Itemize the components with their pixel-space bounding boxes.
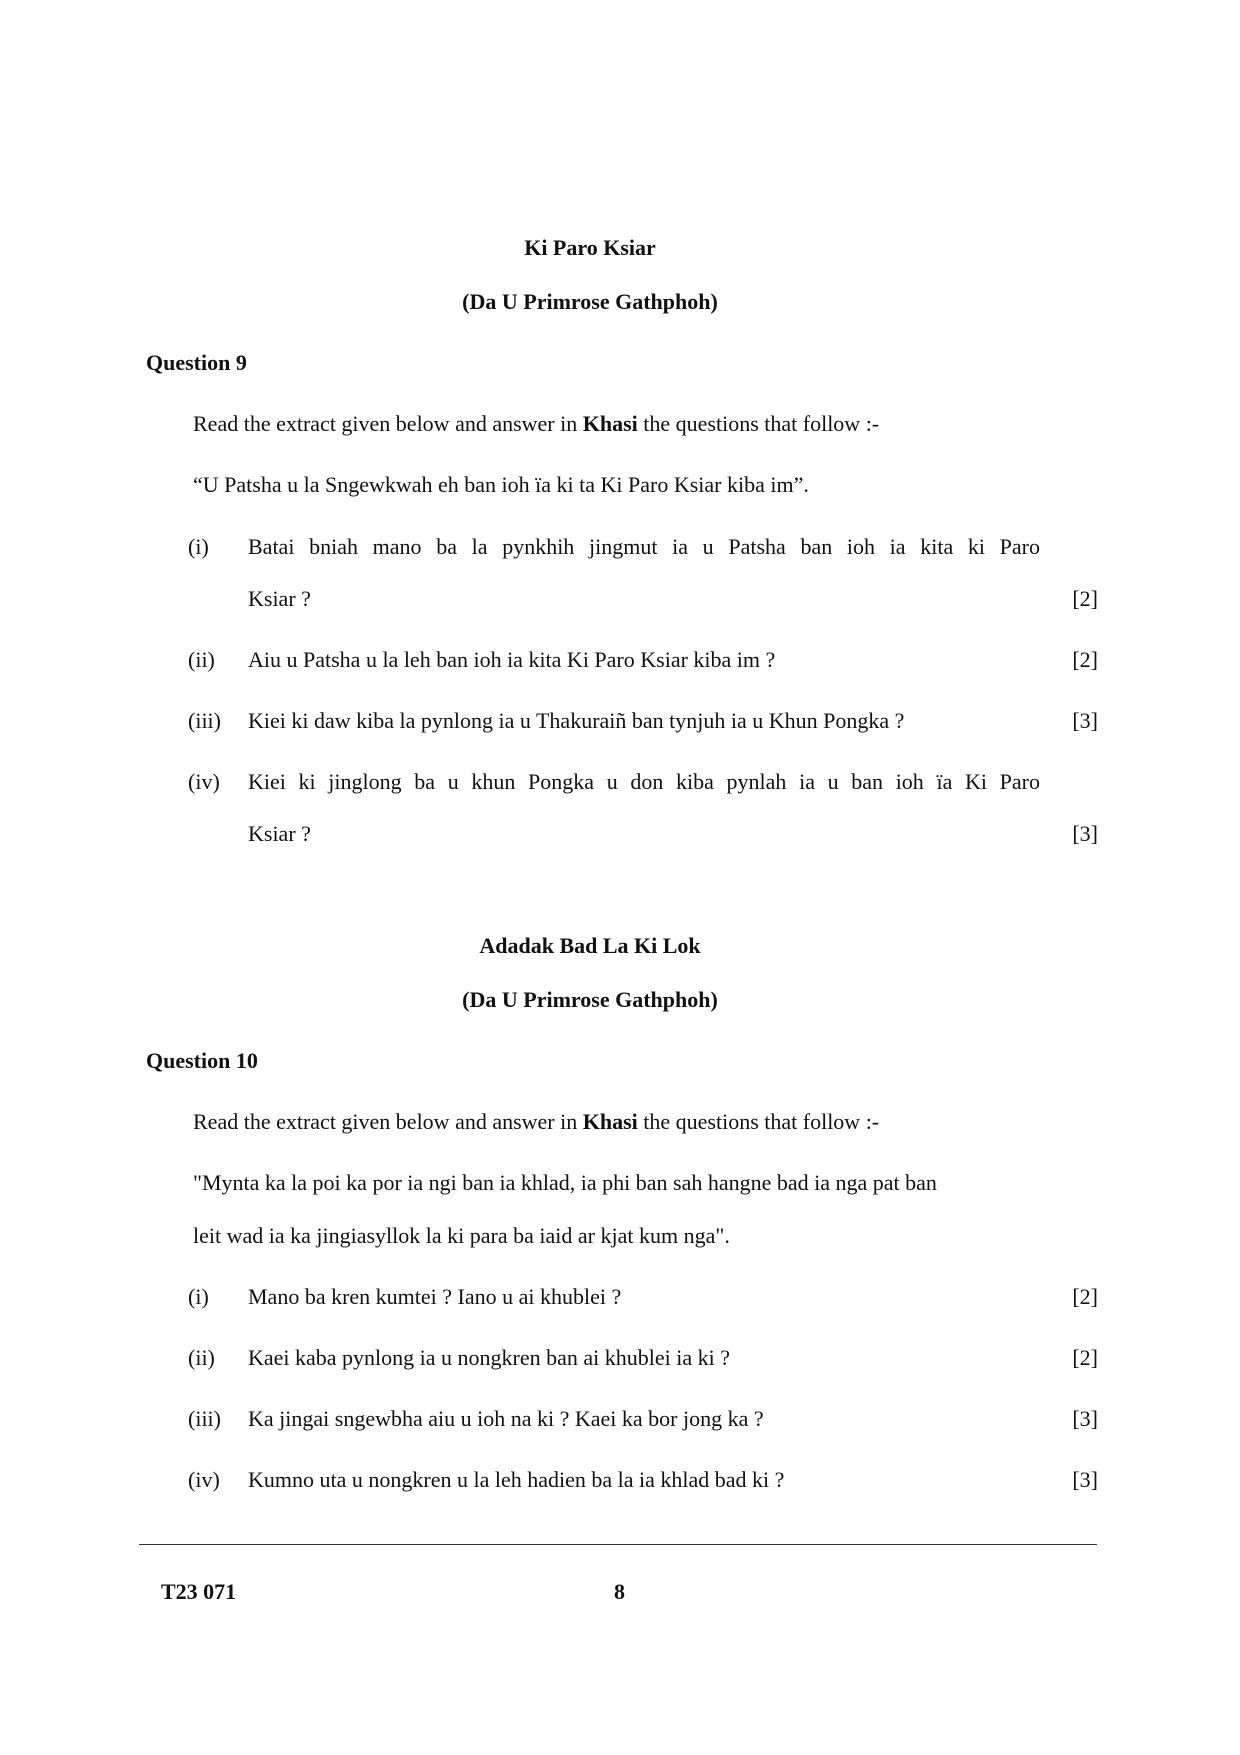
item-marks: [3]: [1072, 708, 1098, 733]
instruction: [193, 410, 879, 438]
instruction: [193, 1108, 879, 1136]
item-text: Batai bniah mano ba la pynkhih jingmut ia u Patsha ban ioh ia kita ki Paro: [248, 534, 1040, 559]
item-text-continued: Ksiar ?: [248, 821, 311, 846]
item-marks: [3]: [1072, 1406, 1098, 1431]
item-text: Mano ba kren kumtei ? Iano u ai khublei ?: [248, 1284, 622, 1309]
item-marks: [2]: [1072, 647, 1098, 672]
question-heading: Question 9: [146, 350, 247, 375]
instruction-text: the questions that follow :-: [637, 1109, 880, 1134]
instruction-text: Read the extract given below and answer in: [193, 1109, 583, 1134]
extract: "Mynta ka la poi ka por ia ngi ban ia khlad, ia phi ban sah hangne bad ia nga pat ban: [193, 1170, 937, 1195]
item-number: (ii): [188, 647, 215, 672]
item-marks: [2]: [1072, 1284, 1098, 1309]
item-number: (ii): [188, 1345, 215, 1370]
instruction-language: Khasi: [582, 1109, 638, 1134]
question-heading: Question 10: [146, 1048, 258, 1073]
section-title: Ki Paro Ksiar: [524, 235, 656, 260]
item-number: (iii): [188, 1406, 221, 1431]
extract-continued: leit wad ia ka jingiasyllok la ki para ba iaid ar kjat kum nga".: [193, 1223, 730, 1248]
item-number: (iv): [188, 1467, 220, 1492]
item-text: Kaei kaba pynlong ia u nongkren ban ai khublei ia ki ?: [248, 1345, 731, 1370]
item-text: Kiei ki jinglong ba u khun Pongka u don kiba pynlah ia u ban ioh ïa Ki Paro: [248, 769, 1040, 794]
item-text: Kiei ki daw kiba la pynlong ia u Thakuraiñ ban tynjuh ia u Khun Pongka ?: [248, 708, 905, 733]
item-marks: [3]: [1072, 1467, 1098, 1492]
item-text: Kumno uta u nongkren u la leh hadien ba la ia khlad bad ki ?: [248, 1467, 785, 1492]
item-number: (iii): [188, 708, 221, 733]
item-number: (iv): [188, 769, 220, 794]
instruction-text: the questions that follow :-: [637, 411, 880, 436]
extract: “U Patsha u la Sngewkwah eh ban ioh ïa ki ta Ki Paro Ksiar kiba im”.: [193, 472, 809, 497]
instruction-text: Read the extract given below and answer in: [193, 411, 583, 436]
item-text-continued: Ksiar ?: [248, 586, 311, 611]
section-author: (Da U Primrose Gathphoh): [462, 987, 718, 1012]
page-number: 8: [614, 1579, 625, 1604]
item-marks: [2]: [1072, 1345, 1098, 1370]
instruction-language: Khasi: [582, 411, 638, 436]
footer-divider: [139, 1544, 1097, 1545]
paper-code: T23 071: [161, 1579, 237, 1604]
item-text: Ka jingai sngewbha aiu u ioh na ki ? Kaei ka bor jong ka ?: [248, 1406, 764, 1431]
item-marks: [3]: [1072, 821, 1098, 846]
item-text: Aiu u Patsha u la leh ban ioh ia kita Ki Paro Ksiar kiba im ?: [248, 647, 776, 672]
item-number: (i): [188, 1284, 209, 1309]
item-number: (i): [188, 534, 209, 559]
section-title: Adadak Bad La Ki Lok: [479, 933, 701, 958]
item-marks: [2]: [1072, 586, 1098, 611]
section-author: (Da U Primrose Gathphoh): [462, 289, 718, 314]
